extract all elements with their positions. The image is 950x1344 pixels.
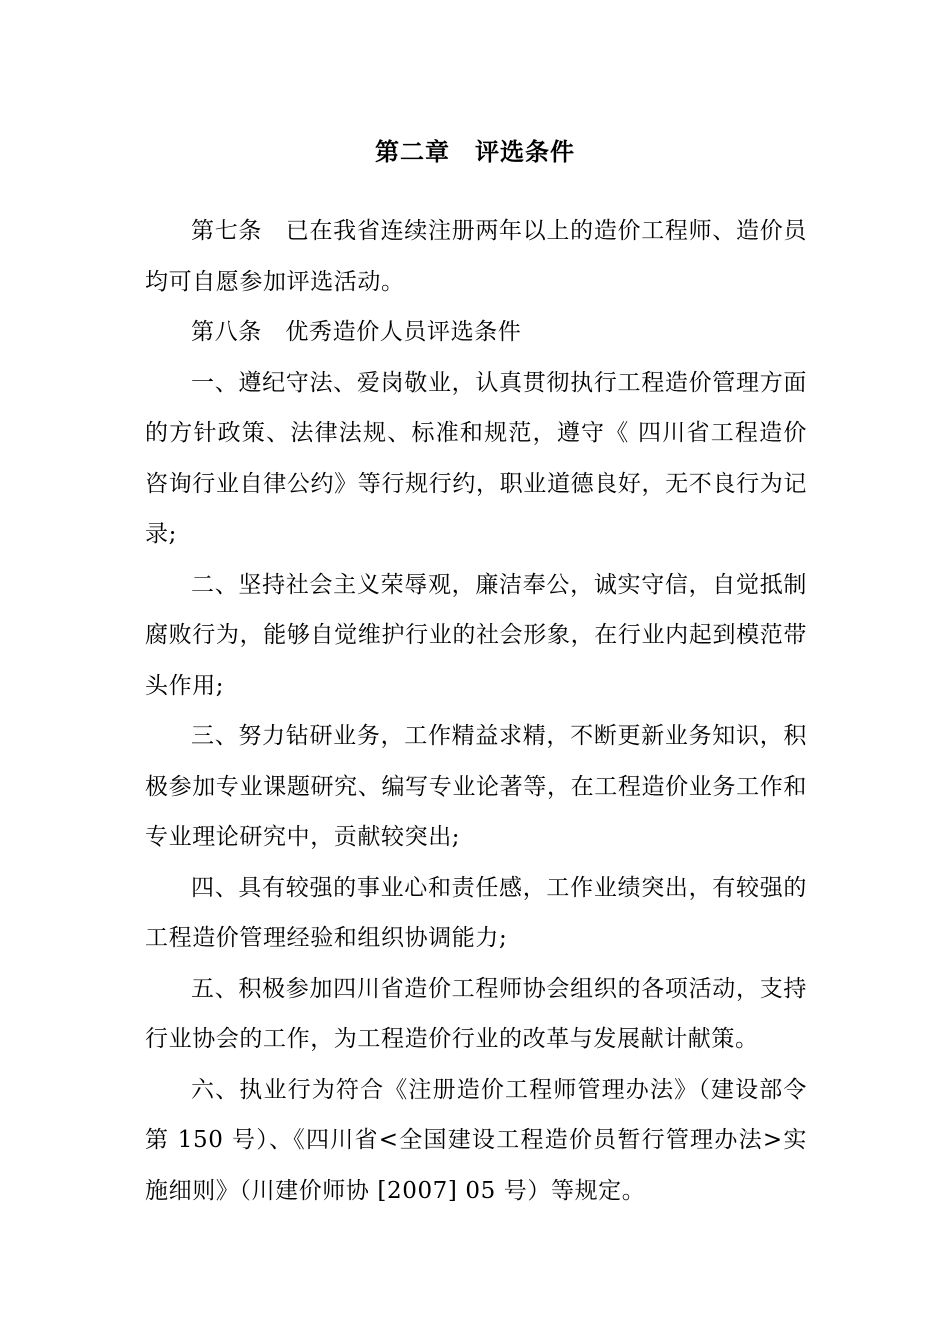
condition-2: 二、坚持社会主义荣辱观，廉洁奉公，诚实守信，自觉抵制腐败行为，能够自觉维护行业的社会形象，在行业内起到模范带头作用; bbox=[145, 571, 807, 699]
article-8-heading: 第八条 优秀造价人员评选条件 bbox=[191, 319, 522, 345]
condition-6: 六、执业行为符合《注册造价工程师管理办法》（建设部令第 150 号）、《四川省<全国建设工程造价员暂行管理办法>实施细则》（川建价师协 [2007] 05 号）等规定。 bbox=[145, 1076, 807, 1204]
condition-3: 三、努力钻研业务，工作精益求精，不断更新业务知识，积极参加专业课题研究、编写专业论著等，在工程造价业务工作和专业理论研究中，贡献较突出; bbox=[145, 723, 807, 850]
condition-1: 一、遵纪守法、爱岗敬业，认真贯彻执行工程造价管理方面的方针政策、法律法规、标准和规范，遵守《 四川省工程造价咨询行业自律公约》等行规行约，职业道德良好，无不良行为记录; bbox=[145, 369, 807, 547]
article-7: 第七条 已在我省连续注册两年以上的造价工程师、造价员均可自愿参加评选活动。 bbox=[145, 218, 807, 295]
chapter-title: 第二章 评选条件 bbox=[375, 138, 575, 166]
condition-4: 四、具有较强的事业心和责任感，工作业绩突出，有较强的工程造价管理经验和组织协调能力; bbox=[145, 874, 807, 951]
condition-5: 五、积极参加四川省造价工程师协会组织的各项活动，支持行业协会的工作，为工程造价行业的改革与发展献计献策。 bbox=[145, 975, 807, 1052]
body-text bbox=[145, 206, 807, 1216]
